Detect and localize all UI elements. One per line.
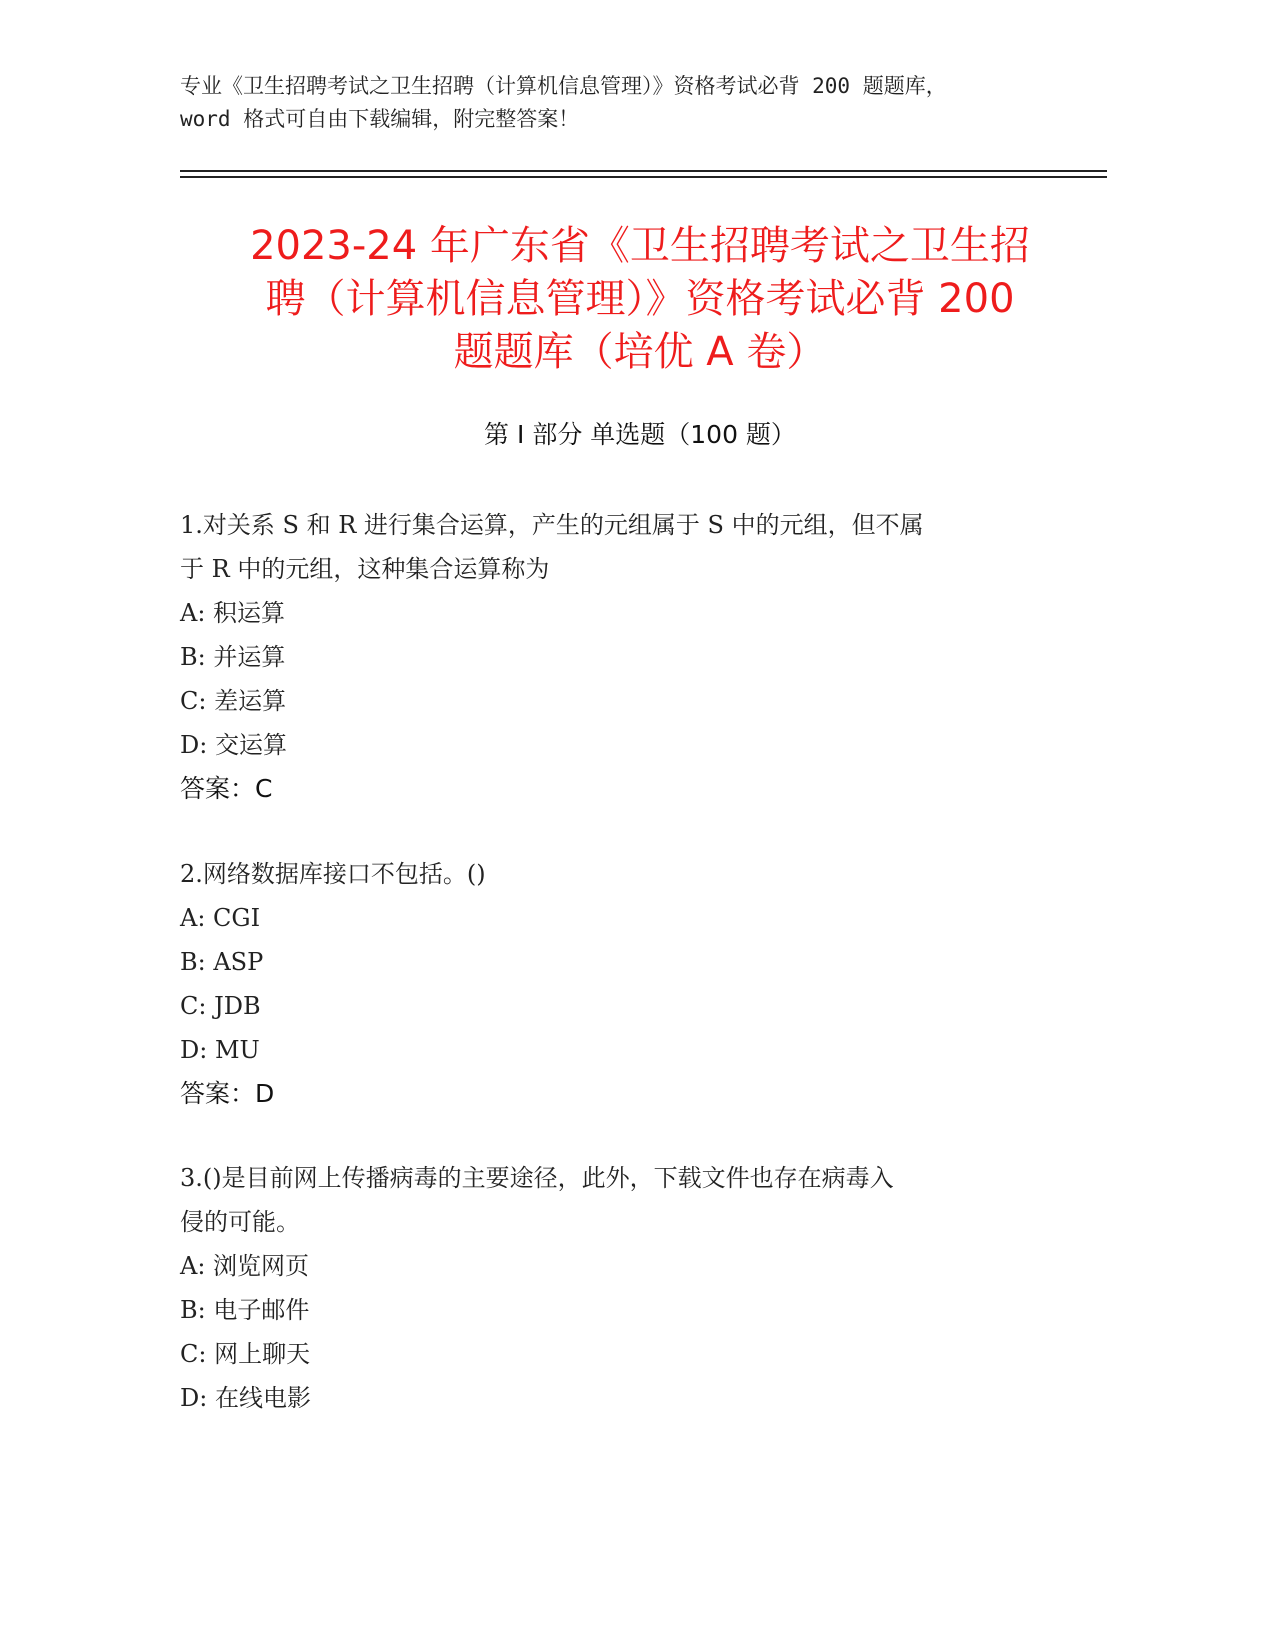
- question-stem: [180, 1156, 1080, 1244]
- question-2: [180, 852, 1080, 1116]
- option-b: B: 电子邮件: [180, 1296, 310, 1324]
- question-stem-line: 于 R 中的元组，这种集合运算称为: [180, 555, 550, 583]
- option-c: C: JDB: [180, 992, 261, 1020]
- question-stem: [180, 852, 1080, 896]
- document-title: [180, 220, 1100, 379]
- question-1: [180, 503, 1080, 811]
- header-note-line-2: word 格式可自由下载编辑，附完整答案！: [180, 107, 580, 131]
- question-3: [180, 1156, 1080, 1420]
- section-heading: 第 I 部分 单选题（100 题）: [484, 420, 796, 449]
- option-a: A: 积运算: [180, 599, 286, 627]
- option-d: D: 在线电影: [180, 1384, 311, 1412]
- question-stem-line: 3.()是目前网上传播病毒的主要途径，此外，下载文件也存在病毒入: [180, 1164, 894, 1192]
- answer: 答案：C: [180, 774, 273, 803]
- option-d: D: 交运算: [180, 731, 287, 759]
- answer: 答案：D: [180, 1079, 275, 1108]
- option-b: B: 并运算: [180, 643, 286, 671]
- option-a: A: CGI: [180, 904, 261, 932]
- header-divider-bottom: [180, 176, 1107, 178]
- option-c: C: 网上聊天: [180, 1340, 311, 1368]
- question-stem: [180, 503, 1080, 591]
- option-b: B: ASP: [180, 948, 264, 976]
- header-note: [180, 70, 1100, 136]
- question-stem-line: 侵的可能。: [180, 1208, 300, 1236]
- question-stem-line: 2.网络数据库接口不包括。(): [180, 860, 486, 888]
- option-c: C: 差运算: [180, 687, 287, 715]
- option-a: A: 浏览网页: [180, 1252, 310, 1280]
- document-title-line-2: 聘（计算机信息管理）》资格考试必背 200: [265, 276, 1015, 322]
- header-note-line-1: 专业《卫生招聘考试之卫生招聘（计算机信息管理）》资格考试必背 200 题题库，: [180, 74, 947, 98]
- option-d: D: MU: [180, 1036, 260, 1064]
- document-title-line-3: 题题库（培优 A 卷）: [453, 329, 827, 375]
- question-stem-line: 1.对关系 S 和 R 进行集合运算，产生的元组属于 S 中的元组，但不属: [180, 511, 924, 539]
- header-divider-top: [180, 170, 1107, 172]
- document-title-line-1: 2023-24 年广东省《卫生招聘考试之卫生招: [250, 223, 1030, 269]
